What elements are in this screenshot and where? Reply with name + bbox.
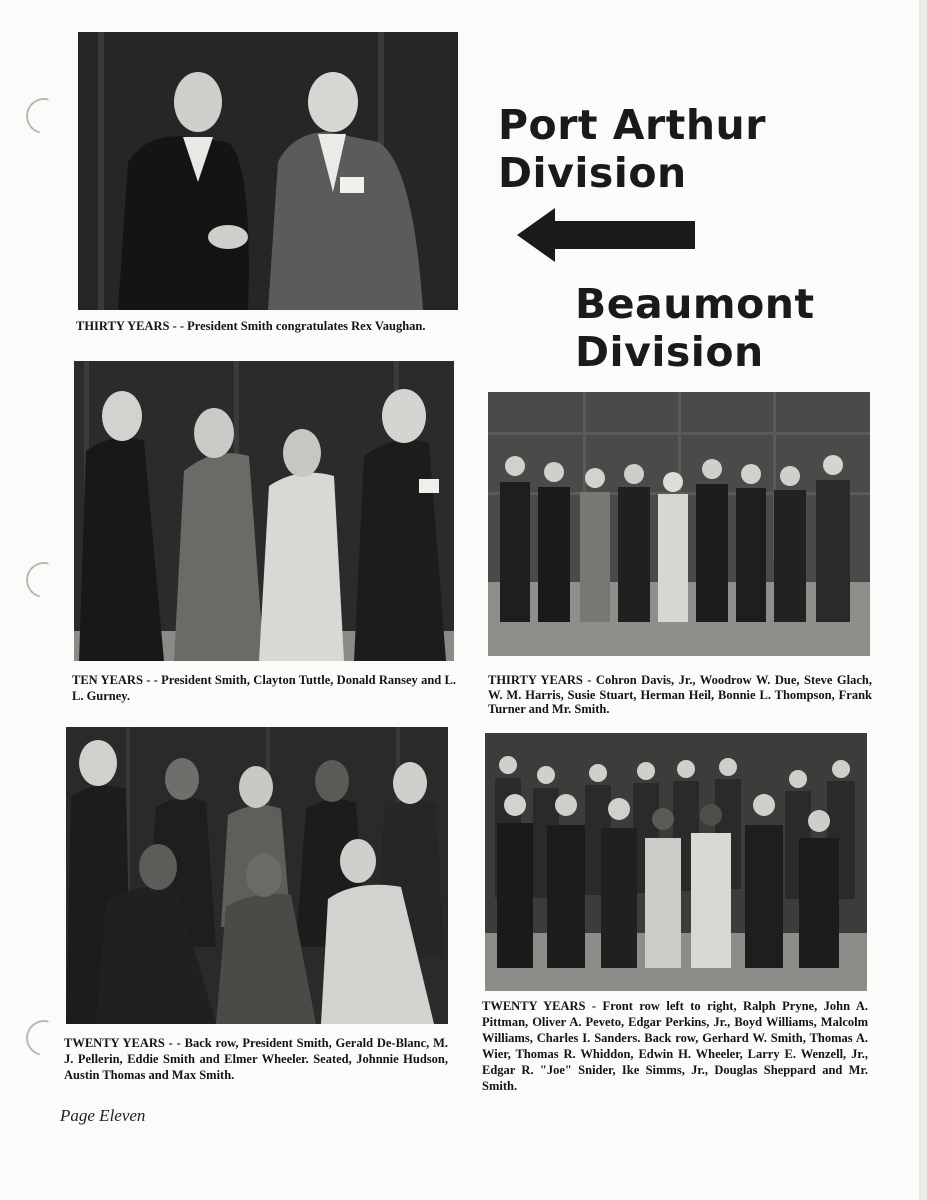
caption-lead: TWENTY YEARS - xyxy=(482,999,597,1013)
caption-thirty-years-group xyxy=(488,673,872,717)
page-edge xyxy=(919,0,927,1200)
binder-hole xyxy=(19,1013,68,1062)
photo-thirty-years-group xyxy=(488,392,870,656)
caption-thirty-years-handshake xyxy=(76,319,466,334)
caption-lead: TEN YEARS - - xyxy=(72,673,158,687)
caption-text: Back row, President Smith, Gerald De-Blanc, M. J. Pellerin, Eddie Smith and Elmer Wheeler. Seated, Johnnie Hudson, Austin Thomas and Max Smith. xyxy=(64,1036,449,1082)
caption-twenty-years-group xyxy=(482,998,868,1094)
binder-hole xyxy=(19,555,68,604)
caption-text: President Smith, Clayton Tuttle, Donald Ransey and L. L. Gurney. xyxy=(72,673,457,703)
caption-text: Front row left to right, Ralph Pryne, John A. Pittman, Oliver A. Peveto, Edgar Perkins, Jr., Boyd Williams, Malcolm Williams, Charles I. Sanders. Back row, Gerhard W. Smith, Thomas A. Wier, Thomas R. Whiddon, Edwin H. Wheeler, Larry E. Wenzell, Jr., Edgar R. "Joe" Snider, Ike Simms, Jr., Douglas Sheppard and Mr. Smith. xyxy=(482,999,868,1093)
photo-twenty-years-seated xyxy=(66,727,448,1024)
caption-lead: THIRTY YEARS - - xyxy=(76,319,185,333)
caption-text: President Smith congratulates Rex Vaughan. xyxy=(184,319,426,333)
heading-line: Division xyxy=(498,149,687,197)
caption-lead: THIRTY YEARS - xyxy=(488,673,592,687)
caption-lead: TWENTY YEARS - - xyxy=(64,1036,181,1050)
heading-line: Beaumont xyxy=(575,280,815,328)
heading-port-arthur xyxy=(498,101,766,197)
photo-ten-years xyxy=(74,361,454,661)
binder-hole xyxy=(19,91,68,140)
caption-text: Cohron Davis, Jr., Woodrow W. Due, Steve Glach, W. M. Harris, Susie Stuart, Herman Heil, Bonnie L. Thompson, Frank Turner and Mr. Smith. xyxy=(488,673,873,716)
heading-beaumont xyxy=(575,280,815,376)
caption-ten-years xyxy=(72,672,456,704)
page-number: Page Eleven xyxy=(60,1106,146,1125)
photo-thirty-years-handshake xyxy=(78,32,458,310)
left-arrow-icon xyxy=(517,208,697,262)
photo-twenty-years-group xyxy=(485,733,867,991)
heading-line: Port Arthur xyxy=(498,101,766,149)
heading-line: Division xyxy=(575,328,764,376)
caption-twenty-years-seated xyxy=(64,1035,448,1083)
